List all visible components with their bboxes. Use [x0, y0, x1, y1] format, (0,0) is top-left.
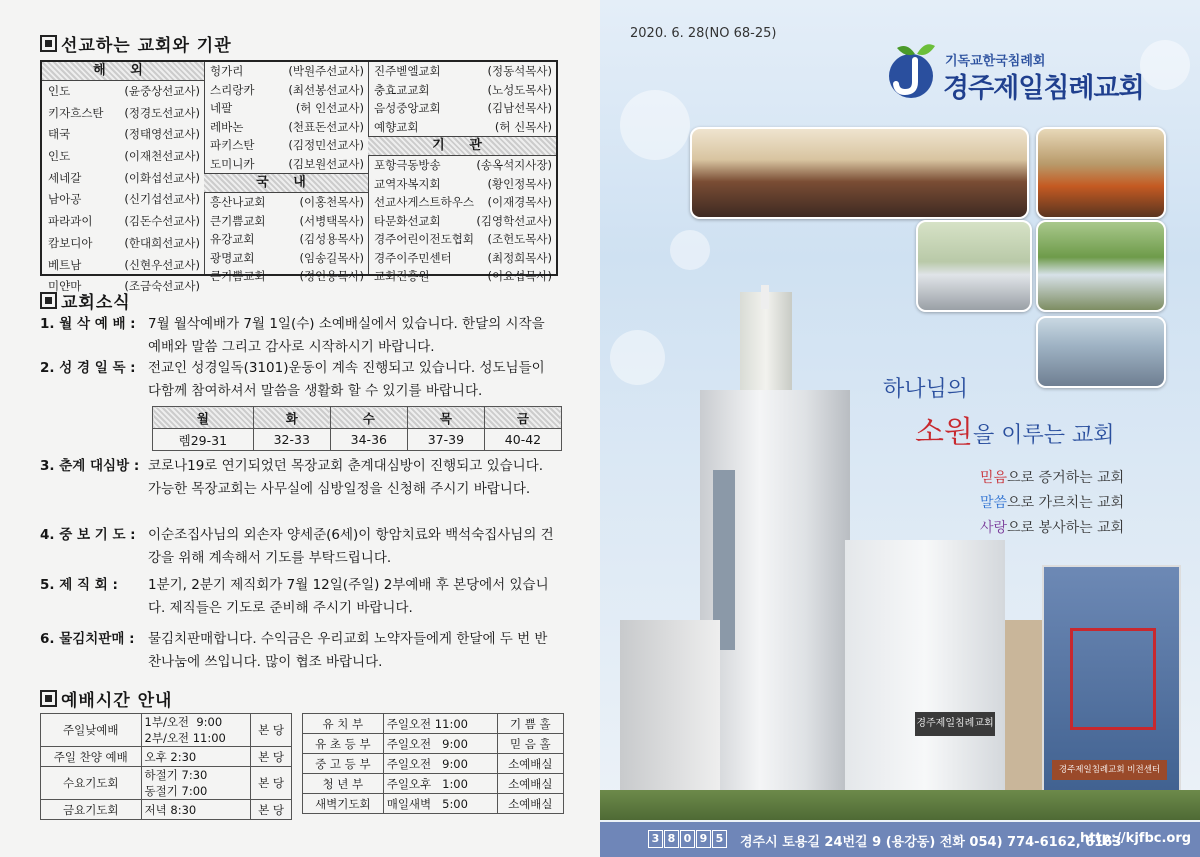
item-name: 음성중앙교회	[374, 101, 441, 115]
item-name: 미얀마	[48, 279, 82, 294]
service-time: 주일오후 1:00	[383, 774, 497, 794]
item-name: 인도	[48, 149, 71, 164]
vision-center-frame	[1070, 628, 1156, 730]
news-text: 코로나19로 연기되었던 목장교회 춘계대심방이 진행되고 있습니다. 가능한 목장교회는 사무실에 심방일정을 신청해 주시기 바랍니다.	[148, 458, 544, 497]
table-row	[303, 774, 564, 794]
list-item	[204, 249, 368, 268]
bible-chapter: 34-36	[330, 429, 407, 451]
list-item	[42, 146, 204, 168]
sanctuary-photo	[690, 127, 1029, 219]
mission-love: 사랑으로 봉사하는 교회	[980, 520, 1125, 536]
institutions-heading: 기 관	[368, 136, 556, 156]
list-item	[42, 233, 204, 255]
news-item	[40, 524, 560, 570]
zip-code	[648, 830, 727, 848]
item-person: (황인정목사)	[487, 176, 552, 191]
item-name: 키자흐스탄	[48, 105, 104, 120]
news-item	[40, 574, 560, 620]
church-logo-icon	[885, 38, 941, 102]
overseas-domestic-column	[204, 62, 369, 283]
item-person: (임송길목사)	[299, 250, 364, 265]
footer-bar	[600, 822, 1200, 857]
list-item	[42, 189, 204, 211]
mission-table	[40, 60, 558, 294]
service-name: 청 년 부	[303, 774, 384, 794]
item-name: 레바논	[210, 119, 244, 134]
item-person: (신현우선교사)	[124, 257, 200, 272]
bokeh-light	[1140, 40, 1190, 90]
list-item	[368, 118, 556, 137]
list-item	[42, 103, 204, 125]
zip-digit: 9	[696, 830, 711, 848]
item-person: (정태영선교사)	[124, 127, 200, 142]
list-item	[368, 156, 556, 175]
item-name: 포항극동방송	[374, 158, 441, 172]
service-place: 믿 음 홀	[497, 734, 563, 754]
item-name: 헝가리	[210, 64, 244, 78]
website-link[interactable]: http://kjfbc.org	[1080, 831, 1192, 846]
bible-chapter: 32-33	[253, 429, 330, 451]
list-item	[204, 118, 368, 137]
item-name: 태국	[48, 127, 71, 142]
item-name: 캄보디아	[48, 235, 93, 250]
service-place: 본 당	[251, 747, 292, 767]
service-place: 기 쁨 홀	[497, 714, 563, 734]
news-item	[40, 628, 560, 674]
news-text: 물김치판매합니다. 수익금은 우리교회 노약자들에게 한달에 두 번 반찬나눔에 쓰입니다. 많이 협조 바랍니다.	[148, 631, 548, 670]
service-name: 새벽기도회	[303, 794, 384, 814]
group-photo	[916, 220, 1032, 312]
item-name: 유강교회	[210, 232, 255, 246]
news-label: 6. 물김치판매 :	[40, 631, 135, 647]
service-time: 오후 2:30	[141, 747, 251, 767]
bible-day: 월	[153, 407, 254, 429]
bokeh-light	[610, 330, 665, 385]
church-name: 경주제일침례교회	[943, 73, 1144, 104]
list-item	[204, 136, 368, 155]
news-text: 7월 월삭예배가 7월 1일(수) 소예배실에서 있습니다. 한달의 시작을 예배와 말씀 그리고 감사로 시작하시기 바랍니다.	[148, 316, 545, 355]
list-item	[368, 193, 556, 212]
service-time: 주일오전 11:00	[383, 714, 497, 734]
cross-icon	[761, 285, 769, 309]
item-name: 인도	[48, 84, 71, 98]
bible-chapter: 37-39	[407, 429, 484, 451]
item-name: 교회진흥원	[374, 269, 430, 283]
item-name: 스리랑카	[210, 82, 255, 97]
bible-day: 금	[484, 407, 561, 429]
table-row	[303, 754, 564, 774]
section-box-icon	[40, 35, 57, 52]
news-label: 3. 춘계 대심방 :	[40, 458, 140, 474]
list-item	[42, 168, 204, 190]
list-item	[204, 81, 368, 100]
service-time: 1부/오전 9:00 2부/오전 11:00	[141, 714, 251, 747]
table-row	[303, 714, 564, 734]
table-row	[303, 734, 564, 754]
mission-statements	[980, 466, 1124, 541]
church-hall	[845, 540, 1005, 800]
item-person: (이재천선교사)	[124, 149, 200, 164]
item-name: 경주이주민센터	[374, 250, 452, 265]
trees-ground	[600, 790, 1200, 820]
service-name: 수요기도회	[41, 767, 142, 800]
table-row	[41, 800, 292, 820]
service-name: 주일 찬양 예배	[41, 747, 142, 767]
item-name: 베트남	[48, 257, 82, 272]
table-row	[41, 747, 292, 767]
list-item	[42, 255, 204, 277]
service-name: 유 치 부	[303, 714, 384, 734]
service-place: 본 당	[251, 714, 292, 747]
list-item	[42, 124, 204, 146]
item-person: (이홍천목사)	[299, 195, 364, 209]
org-section-title: 선교하는 교회와 기관	[40, 31, 232, 56]
item-person: (김남선목사)	[487, 101, 552, 115]
item-name: 진주벧엘교회	[374, 64, 441, 78]
item-name: 도미니카	[210, 156, 255, 171]
service-place: 소예배실	[497, 754, 563, 774]
zip-digit: 0	[680, 830, 695, 848]
list-item	[368, 230, 556, 249]
bible-chapter: 40-42	[484, 429, 561, 451]
service-name: 금요기도회	[41, 800, 142, 820]
item-name: 흥산나교회	[210, 195, 266, 209]
item-person: (노성도목사)	[487, 82, 552, 97]
news-item	[40, 313, 560, 359]
item-person: (정경도선교사)	[124, 105, 200, 120]
list-item	[204, 230, 368, 249]
list-item	[368, 267, 556, 286]
item-name: 광명교회	[210, 250, 255, 265]
item-person: (김돈수선교사)	[124, 214, 200, 229]
service-name: 주일낮예배	[41, 714, 142, 747]
list-item	[204, 267, 368, 286]
item-person: (정인용목사)	[299, 269, 364, 283]
list-item	[42, 81, 204, 103]
zip-digit: 5	[712, 830, 727, 848]
item-person: (박원주선교사)	[288, 64, 364, 78]
service-time: 매일새벽 5:00	[383, 794, 497, 814]
item-name: 파키스탄	[210, 138, 255, 152]
item-person: (정동석목사)	[487, 64, 552, 78]
section-box-icon	[40, 690, 57, 707]
overseas-heading: 해 외	[42, 62, 204, 81]
list-item	[204, 212, 368, 231]
service-place: 본 당	[251, 767, 292, 800]
item-name: 충효교교회	[374, 82, 430, 97]
table-row	[41, 714, 292, 747]
bible-reading-table	[152, 406, 562, 451]
address: 경주시 토용길 24번길 9 (용강동) 전화 054) 774-6162, 6163	[740, 835, 1122, 850]
list-item	[42, 211, 204, 233]
worship-section-title: 예배시간 안내	[40, 686, 172, 711]
list-item	[368, 62, 556, 81]
slogan-rest: 을 이루는 교회	[972, 423, 1115, 448]
zip-digit: 3	[648, 830, 663, 848]
news-label: 5. 제 직 회 :	[40, 577, 118, 593]
item-person: (조금숙선교사)	[124, 279, 200, 294]
slogan-line-1: 하나님의	[883, 377, 969, 402]
news-text: 1분기, 2분기 제직회가 7월 12일(주일) 2부예배 후 본당에서 있습니다. 제직들은 기도로 준비해 주시기 바랍니다.	[148, 577, 549, 616]
slogan-wish: 소원	[915, 415, 973, 450]
news-label: 1. 월 삭 예 배 :	[40, 316, 136, 332]
annex-side	[1005, 620, 1045, 800]
item-person: (이요섭목사)	[487, 269, 552, 283]
service-name: 유 초 등 부	[303, 734, 384, 754]
item-name: 큰기쁨교회	[210, 269, 266, 283]
church-wing	[620, 620, 720, 800]
service-time: 저녁 8:30	[141, 800, 251, 820]
item-person: (신기섭선교사)	[124, 192, 200, 207]
service-place: 본 당	[251, 800, 292, 820]
service-place: 소예배실	[497, 794, 563, 814]
item-person: (천표돈선교사)	[288, 119, 364, 134]
item-name: 세네갈	[48, 170, 82, 185]
item-person: (김영학선교사)	[476, 213, 552, 228]
denomination-name: 기독교한국침례회	[945, 54, 1046, 69]
domestic-institution-column	[368, 62, 556, 283]
list-item	[204, 99, 368, 118]
issue-date: 2020. 6. 28(NO 68-25)	[630, 26, 777, 41]
item-person: (서병택목사)	[299, 213, 364, 228]
news-label: 2. 성 경 일 독 :	[40, 360, 136, 376]
item-person: (최정희목사)	[487, 250, 552, 265]
item-person: (이재경목사)	[487, 195, 552, 209]
news-section-title: 교회소식	[40, 288, 131, 313]
section-box-icon	[40, 292, 57, 309]
bible-chapter: 렘29-31	[153, 429, 254, 451]
table-row	[303, 794, 564, 814]
youth-photo	[1036, 316, 1166, 388]
domestic-heading: 국 내	[204, 173, 368, 193]
item-name: 파라과이	[48, 214, 93, 229]
item-name: 타문화선교회	[374, 213, 441, 228]
item-name: 큰기쁨교회	[210, 213, 266, 228]
news-item	[40, 455, 560, 501]
news-label: 4. 중 보 기 도 :	[40, 527, 136, 543]
mission-word: 말씀으로 가르치는 교회	[980, 495, 1125, 511]
annex-sign: 경주제일침례교회 비전센터	[1052, 760, 1167, 780]
item-person: (한대희선교사)	[124, 235, 200, 250]
list-item	[368, 249, 556, 268]
item-name: 예향교회	[374, 119, 419, 134]
item-name: 남아공	[48, 192, 82, 207]
news-text: 이순조집사님의 외손자 양세준(6세)이 항암치료와 백석숙집사님의 건강을 위해 계속해서 기도를 부탁드립니다.	[148, 527, 554, 566]
item-person: (김보원선교사)	[288, 156, 364, 171]
bible-day: 수	[330, 407, 407, 429]
list-item	[368, 81, 556, 100]
item-name: 교역자복지회	[374, 176, 441, 191]
item-person: (허 인선교사)	[295, 101, 364, 115]
service-place: 소예배실	[497, 774, 563, 794]
service-name: 중 고 등 부	[303, 754, 384, 774]
list-item	[368, 175, 556, 194]
mission-faith: 믿음으로 증거하는 교회	[980, 470, 1125, 486]
outdoor-photo	[1036, 220, 1166, 312]
bible-day: 목	[407, 407, 484, 429]
news-item	[40, 357, 560, 403]
service-time: 주일오전 9:00	[383, 734, 497, 754]
item-name: 네팔	[210, 101, 233, 115]
table-row	[41, 767, 292, 800]
list-item	[368, 99, 556, 118]
bokeh-light	[620, 90, 690, 160]
item-person: (김정민선교사)	[288, 138, 364, 152]
item-person: (이화섭선교사)	[124, 170, 200, 185]
item-person: (윤중상선교사)	[124, 84, 200, 98]
worship-table-main	[40, 713, 292, 820]
list-item	[204, 62, 368, 81]
zip-digit: 8	[664, 830, 679, 848]
bokeh-light	[670, 230, 710, 270]
bible-day: 화	[253, 407, 330, 429]
church-sign: 경주제일침례교회	[915, 712, 995, 736]
item-person: (최선봉선교사)	[288, 82, 364, 97]
item-person: (허 신목사)	[494, 119, 552, 134]
overseas-column	[42, 62, 205, 294]
item-person: (송옥석지사장)	[476, 158, 552, 172]
item-name: 선교사게스트하우스	[374, 195, 474, 209]
news-text: 전교인 성경일독(3101)운동이 계속 진행되고 있습니다. 성도님들이 다함께 참여하셔서 말씀을 생활화 할 수 있기를 바랍니다.	[148, 360, 545, 399]
service-time: 주일오전 9:00	[383, 754, 497, 774]
list-item	[204, 193, 368, 212]
cover-page	[600, 0, 1200, 857]
slogan-line-2	[915, 407, 1114, 451]
worship-table-departments	[302, 713, 564, 814]
list-item	[204, 155, 368, 174]
item-person: (조헌도목사)	[487, 232, 552, 246]
item-name: 경주어린이전도협회	[374, 232, 474, 246]
item-person: (김성용목사)	[299, 232, 364, 246]
congregation-photo	[1036, 127, 1166, 219]
list-item	[368, 212, 556, 231]
service-time: 하절기 7:30 동절기 7:00	[141, 767, 251, 800]
